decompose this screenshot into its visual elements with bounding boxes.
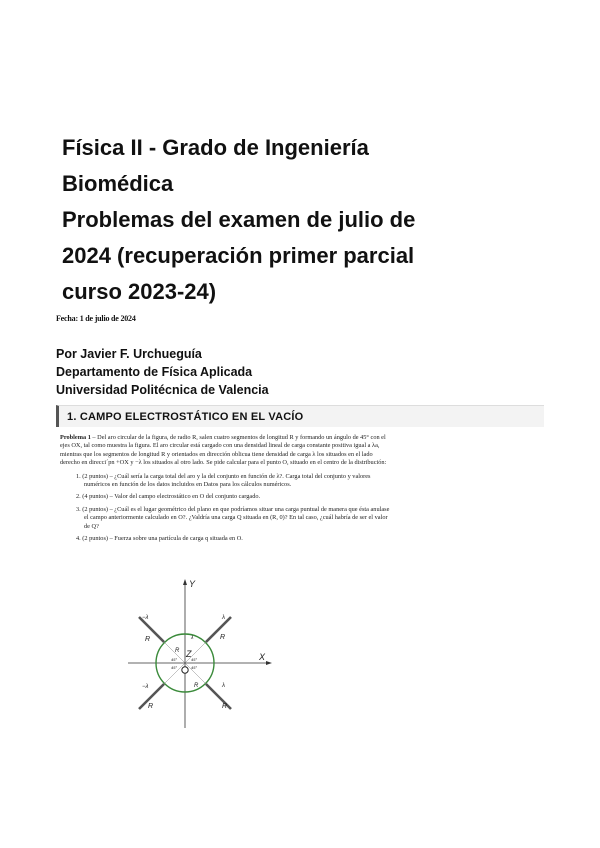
title-line: Problemas del examen de julio de [62, 207, 416, 232]
problem-intro [60, 434, 390, 468]
segment-bottom-right [206, 684, 231, 709]
angle-label-tl: 45° [171, 657, 178, 662]
lambda-bottom-left: −λ [142, 684, 149, 690]
author-block [56, 345, 269, 399]
title-line: 2024 (recuperación primer parcial [62, 243, 415, 268]
author-name: Por Javier F. Urchueguía [56, 347, 202, 361]
y-axis-label: Y [189, 579, 196, 589]
title-line: curso 2023-24) [62, 279, 217, 304]
lambda-bottom-right: λ [222, 683, 225, 689]
problem-item: 2. (4 puntos) – Valor del campo electrostático en O del conjunto cargado. [76, 493, 261, 501]
title-line: Biomédica [62, 171, 174, 196]
problem-item: 3. (2 puntos) – ¿Cuál es el lugar geométrico del plano en que podríamos situar una carga puntual de manera que ésta anulase el campo anteriormente calculado en O?. ¿Valdría una carga Q situada en (R, 0)? En tal caso, ¿cuál habría de ser el valor de Q? [76, 505, 390, 530]
radius-label-inner-top: R [175, 648, 180, 654]
date-line: Fecha: 1 de julio de 2024 [56, 314, 136, 323]
author-university: Universidad Politécnica de Valencia [56, 383, 269, 397]
angle-label-br: 45° [191, 665, 198, 670]
problem-label: Problema 1 [60, 434, 91, 441]
radius-label-inner-bottom: R [194, 683, 199, 689]
radius-label-top-right: R [220, 634, 226, 641]
lambda-top-left: −λ [142, 615, 149, 621]
radius-label-top-left: R [145, 636, 151, 643]
charge-distribution-figure [128, 575, 278, 735]
problem-intro-text: – Del aro circular de la figura, de radio R, salen cuatro segmentos de longitud R y formando un ángulo de 45° con el ejes OX, tal como muestra la figura. El aro circular está cargado con una densidad lineal de carga constante positiva igual a λa, mientras que los segmentos de longitud R y orientados en dirección oblicua tiene densidad de carga λ los situados en el lado derecho en direcci´pn +OX y −λ los situados al otro lado. Se pide calcular para el punto O, situado en el centro de la distribución: [60, 434, 387, 467]
figure-svg [128, 575, 278, 735]
author-department: Departamento de Física Aplicada [56, 365, 253, 379]
problem-items [60, 473, 390, 544]
lambda-ring-label: λ [191, 635, 194, 641]
angle-label-bl: 45° [171, 665, 178, 670]
problem-item: 4. (2 puntos) – Fuerza sobre una partícula de carga q situada en O. [76, 535, 243, 543]
section-header [56, 405, 544, 427]
radius-label-bottom-right: R [222, 703, 228, 710]
title-line: Física II - Grado de Ingeniería [62, 135, 369, 160]
segment-top-right [206, 617, 231, 642]
document-title [62, 130, 582, 310]
section-title: 1. CAMPO ELECTROSTÁTICO EN EL VACÍO [67, 411, 304, 423]
problem-item: 1. (2 puntos) – ¿Cuál sería la carga total del aro y la del conjunto en función de λ?. Carga total del conjunto y valores numéricos en función de los datos incluidos en Datos para los cálculos numéricos. [76, 472, 371, 489]
x-axis-arrow [266, 661, 272, 665]
x-axis-label: X [259, 652, 266, 662]
origin-marker [182, 667, 188, 673]
radius-label-bottom-left: R [148, 703, 154, 710]
lambda-top-right: λ [222, 615, 225, 621]
y-axis-arrow [183, 579, 187, 585]
angle-label-tr: 45° [191, 657, 198, 662]
z-axis-label: Z [186, 649, 192, 659]
problem-statement [60, 434, 390, 547]
